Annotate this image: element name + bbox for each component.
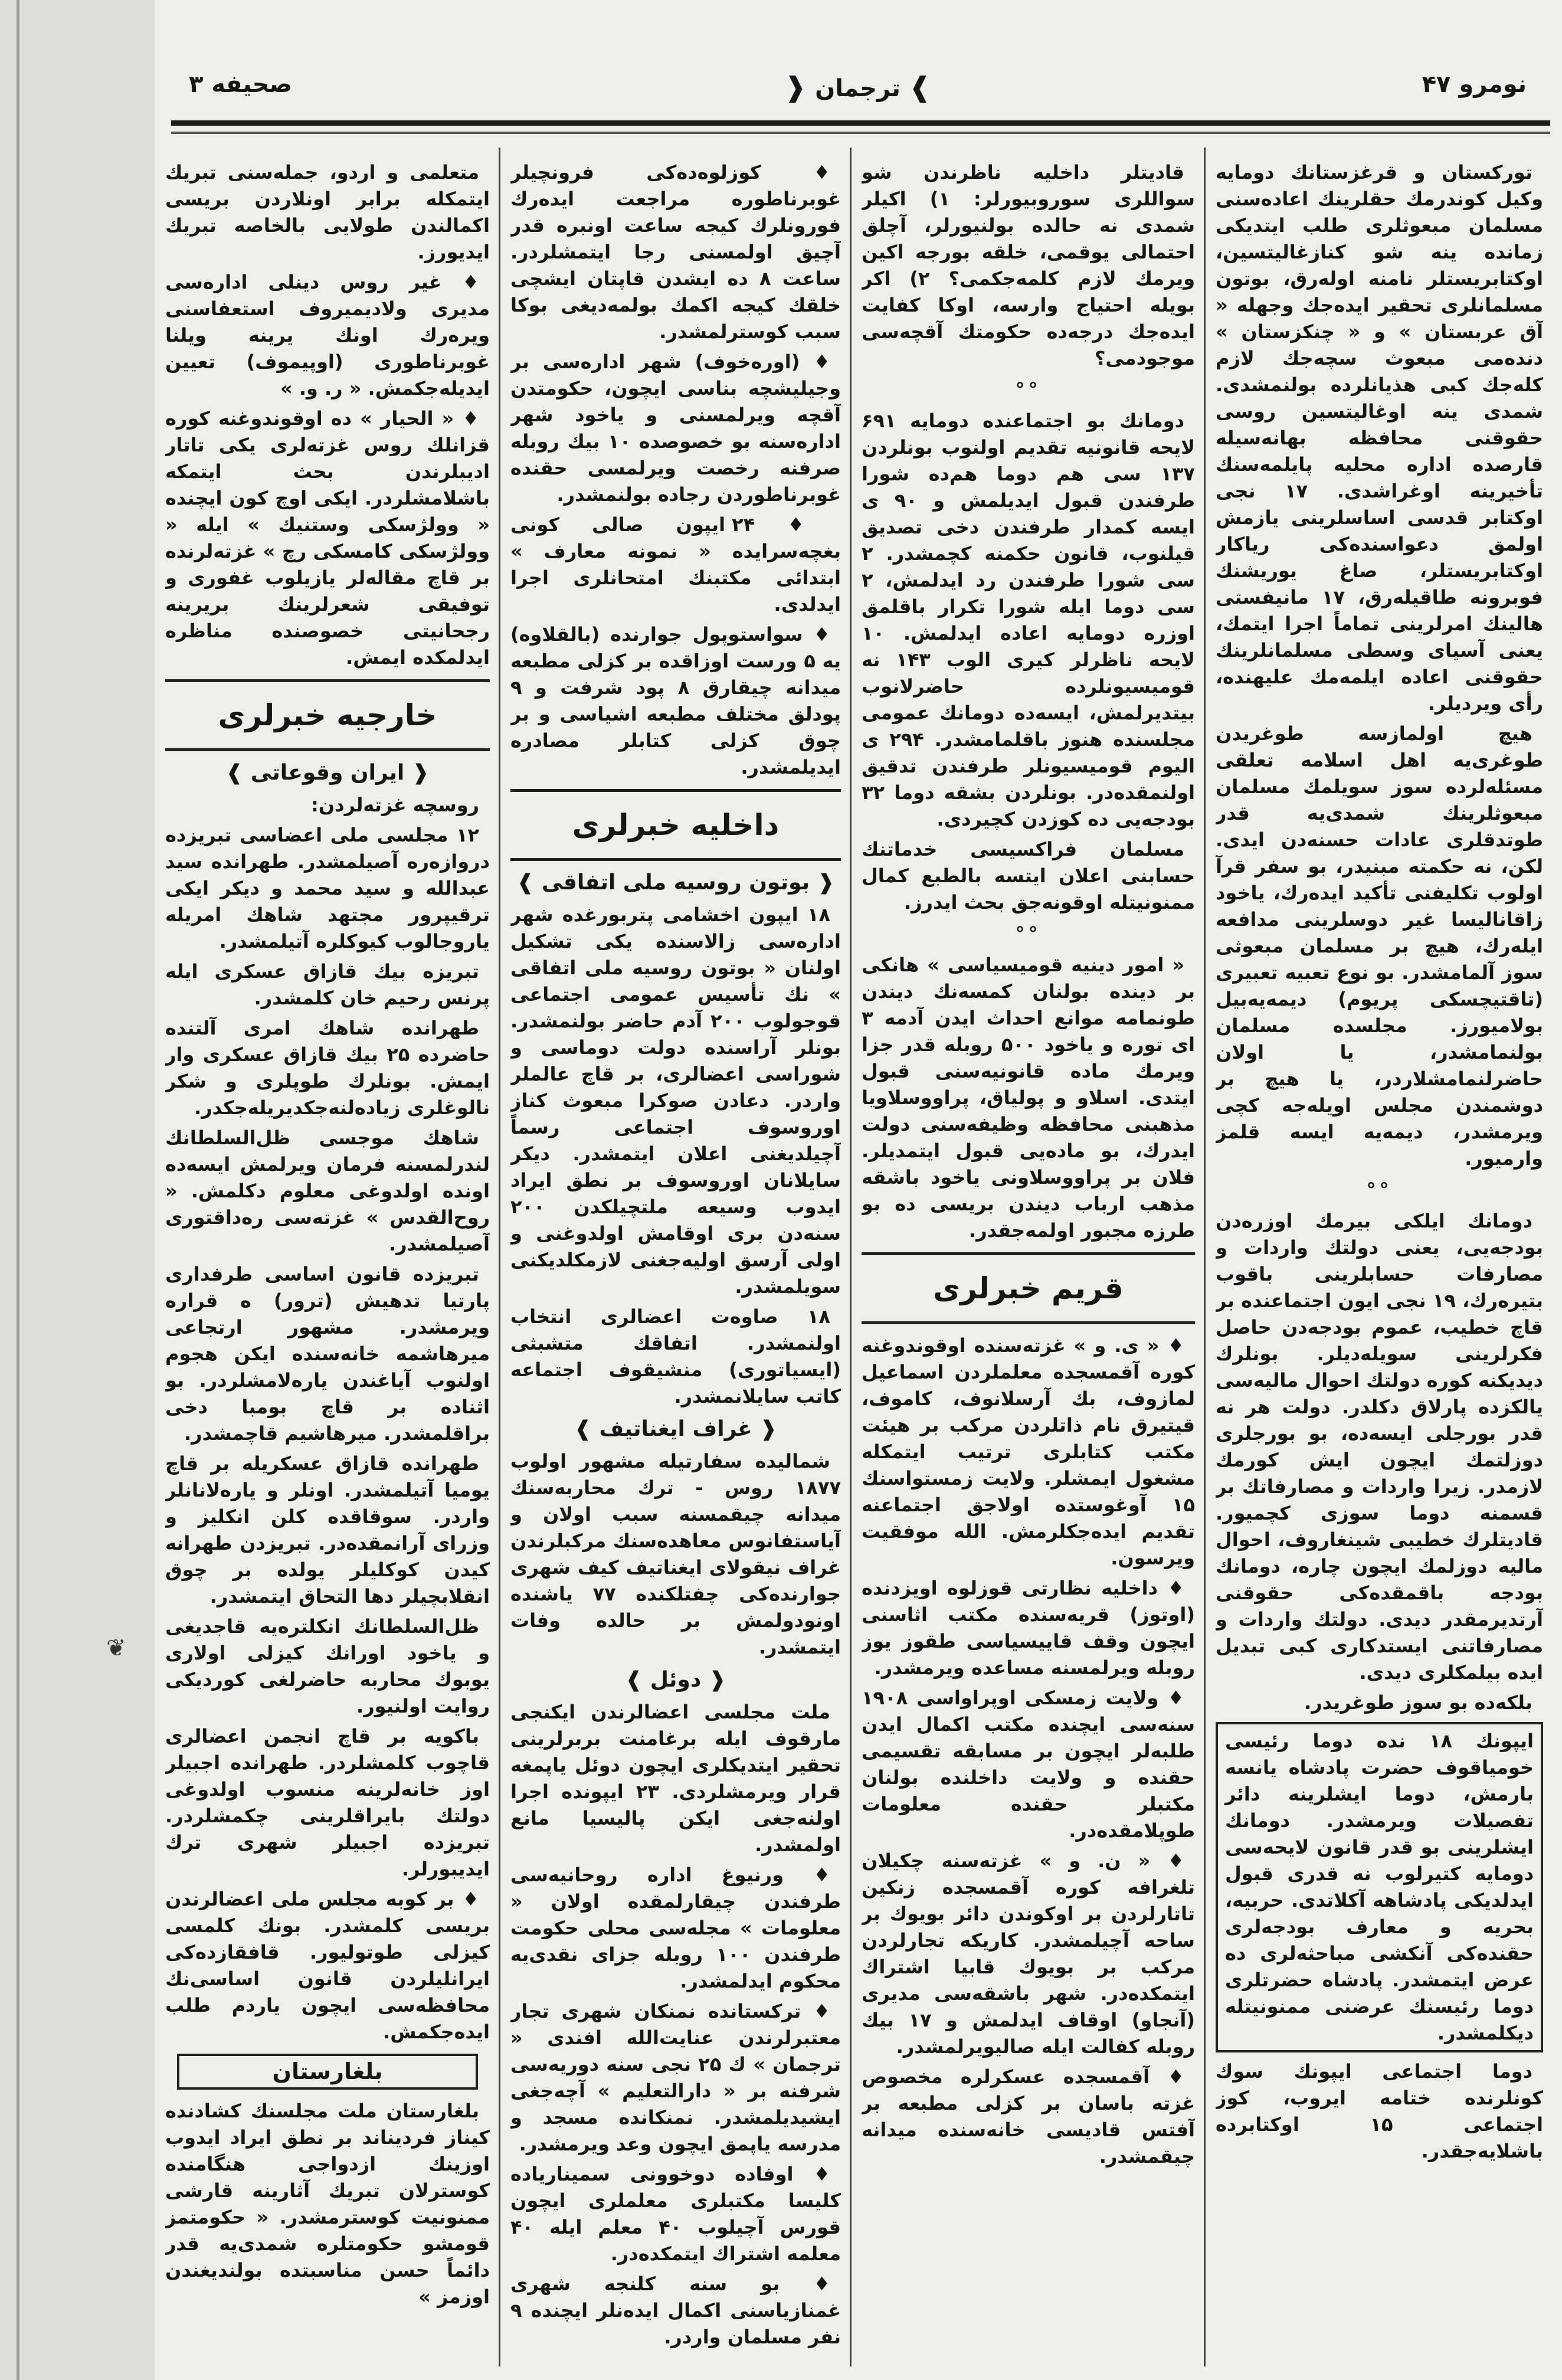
paragraph: ♦ « ن. و » غزته‌سنه چکیلان تلغرافه کوره آقمسجده زنکین تاتارلردن بر اوکوندن دائر بویوك بر ساحه آچیلمشدر. کاریکه تجارلردن مرکب بر بویوك قابیا اشتراك ایتمکده‌در. شهر باشقه‌سی مدیری (آنجاو) اوقاف ایدلمش و ۱۷ بیك روبله کفالت ایله صالیویرلمشدر. — [862, 1849, 1195, 2058]
issue-number: نومرو ۴۷ — [1422, 71, 1527, 98]
paragraph: ♦ « الحیار » ده اوقوندوغنه کوره قزانلك روس غزته‌لری یکی تاتار ادیبلرندن بحث ایتمکه باشلامشلردر. ایکی اوچ کون ایچنده « وولژسکی وستنیك » ایله « وولژسکی کامسکی رچ » غزته‌لرنده بر قاچ مقاله‌لر یازیلوب غفوری و توفیقی شعرلرینك بریرینه رجحانیتی خصوصنده مناظره ایدلمکده ایمش. — [165, 407, 490, 669]
section-heading: خارجیه خبرلری — [165, 679, 490, 751]
paragraph: تورکستان و قرغزستانك دومایه وکیل کوندرمك حقلرینك اعادەسنی مسلمان مبعوثلری طلب ایتدیکی زمانده ینه شو کنازغالیتسین، اوکتابریستلر نامنه اوله‌رق، بوتون مسلمانلری تحقیر ایده‌جك وجهله « آق عربستان » و « چنکزستان » دنده‌می مبعوث سچه‌جك لازم کله‌جك کبی هذیانلرده بولنمشدی. شمدی ینه اوغالیتسین روسی حقوقنی محافظه بهانه‌سیله قارصده اداره محلیه پایلمه‌سنك تأخیرینه اوغراشدی. ۱۷ نجی اوکتابر قدسی اساسلرینی یازمش اولمق دعواسنده‌کی ریاکار اوکتابریستلر، صاغ یوریشنك فوبرونه طاقیله‌رق، ۱۷ مانیفستی هالینك امرلرینی تماماً اجرا ایتمك، یعنی آسیای وسطی مسلمانلرینك حقوقنی اعاده ایلمه‌مك علیهنده، رأی ویردیلر. — [1216, 161, 1543, 715]
paragraph: طهرانده شاهك امری آلتنده حاضرده ۲۵ بیك قازاق عسکری وار ایمش. بونلرك طوپلری و شکر نالوغلری زیاده‌لنه‌جکدیریله‌جکدر. — [165, 1017, 490, 1119]
paragraph: ♦ اوفاده دوخوونی سمیناریاده کلیسا مکتبلری معلملری ایچون قورس آچیلوب ۴۰ معلم ایله ۴۰ معلمه اشتراك ایتمکده‌در. — [510, 2163, 841, 2265]
column-divider — [1204, 148, 1206, 2366]
paragraph: باکویه بر قاچ انجمن اعضالری قاچوب کلمشلردر. طهرانده اجبیلر اوز خانه‌لرینه منسوب اولدوغی دولتك بایراقلرینی چکمشلردر. تبریزده اجبیلر شهری ترك ایدیبورلر. — [165, 1725, 490, 1880]
paragraph: ♦ کوزلوه‌ده‌کی فرونچیلر غوبرناطوره مراجعت ایده‌رك فورونلرك کیجه ساعت اونبره قدر آچیق اولمسنی رجا ایتمشلردر. ساعت ۸ ده ایشدن قاپتان ایشچی خلقك کیجه اکمك بولمه‌دیغی بوکا سبب کوسترلمشدر. — [510, 161, 841, 343]
paragraph: ♦ ولایت زمسکی اوپراواسی ۱۹۰۸ سنه‌سی ایچنده مکتب اکمال ایدن طلبه‌لر ایچون بر مسابقه تقسیمی حقنده و ولایت داخلنده بولنان مکتبلر حقنده معلومات طوپلامقده‌در. — [862, 1687, 1195, 1842]
column-divider — [850, 148, 852, 2366]
paragraph: ♦ غیر روس دینلی اداره‌سی مدیری ولادیمیروف استعفاسنی ویره‌رك اونك یرینه ویلنا غوبرناطوری (اوپیموف) تعیین ایدیله‌جکمش. « ر. و. » — [165, 271, 490, 400]
paragraph: تبریزه بیك قازاق عسکری ایله پرنس رحیم خان کلمشدر. — [165, 960, 490, 1009]
paragraph: طهرانده قازاق عسکریله بر قاچ یومیا آتیلمشدر. اونلر و یاره‌لانانلر واردر. سوقاقده کلن انکلیز و وزرای آرانمقده‌در. تبریزدن طهرانه کیدن کوکلیلر یولده بر چوق انقلابچیلر دها التحاق ایتمشدر. — [165, 1452, 490, 1608]
paragraph: ظل‌السلطانك انکلتره‌یه قاجدیغی و یاخود اورانك کیزلی اولاری یوبوك محاربه حاضرلغی کوردیکی روایت اولنیور. — [165, 1615, 490, 1717]
column-3 — [510, 159, 841, 2366]
separator: °° — [1015, 922, 1042, 945]
column-1 — [1216, 159, 1543, 2366]
paragraph: روسچه غزته‌لردن: — [310, 794, 479, 816]
paragraph: ♦ « ی. و » غزته‌سنده اوقوندوغنه کوره آقمسجده معلملردن اسماعیل لمازوف، بك آرسلانوف، کاموف، قیتیرق نام ذاتلردن مرکب بر هیئت مکتب کتابلری ترتیب ایتمکله مشغول ایمشلر. ولایت زمستواسنك ۱۵ آوغوستده اولاجق اجتماعنه تقدیم ایده‌جکلرمش. الله موفقیت ویرسون. — [862, 1334, 1195, 1569]
section-heading: داخلیه خبرلری — [510, 789, 841, 861]
paragraph: ۱۸ ایپون اخشامی پتربورغده شهر اداره‌سی زالاسنده یکی تشکیل اولنان « بوتون روسیه ملی اتفاقی » نك تأسیس عمومی اجتماعی قوجولوب ۲۰۰ آدم حاضر بولنمشدر. بونلر آراسنده دولت دوماسی و شوراسی اعضالری، بر قاچ عالملر واردر. دعادن صوکرا مبعوث کناز اوروسوف اجتماعی رسماً آچیلدیغنی اعلان ایتمشدر. دیکر سایلانان اوروسوف بر نطق ایراد ایدوب وسیعه ملتچیلکدن ۲۰۰ سنه‌دن بری اوقامش اولدوغنی و اولی آرسق اولیه‌جغنی لازمکلدیکنی سویلمشدر. — [510, 903, 841, 1298]
paragraph: هیچ اولمازسه طوغریدن طوغری‌یه اهل اسلامه تعلقی مسئله‌لرده سوز سویلمك مسلمان مبعوثلرینك شمدی‌یه قدر طوتدقلری عادات حسنه‌دن ایدی. لکن، نه حکمته مبنیدر، بو سفر قرآ اولوب تکلیفنی تأکید ایده‌رك، یاخود زاقانالیسا غیر دوسلرینی مدافعه ایله‌رك، هیچ بر مسلمان مبعوثی سوز آلمامشدر. بو نوع تعبیه تعبیری (تاقتیچسکی پریوم) دیمه‌یه‌بیل بولامیورز. مجلسده مسلمان بولنمامشدر، یا اولان حاضرلنمامشلاردر، یا هیچ بر دوشمندن مجلس اویله‌جه کچی ویرمشدر، دیمه‌یه ایسه قلمز وارمیور. — [1216, 722, 1543, 1170]
paragraph: ♦ ورنیوغ اداره روحانیه‌سی طرفندن چیقارلمقده اولان « معلومات » مجله‌سی محلی حکومت طرفندن ۱۰۰ روبله جزای نقدی‌یه محکوم ایدلمشدر. — [510, 1864, 841, 1992]
subheading: ❰ ایران وقوعاتی ❱ — [165, 759, 490, 786]
paragraph: ♦ بر کوبه مجلس ملی اعضالرندن بریسی کلمشدر. بونك کلمسی کیزلی طوتولیور. قافقازده‌کی ایرانلیلردن قانون اساسی‌نك محافظه‌سی ایچون یاردم طلب ایده‌جکمش. — [165, 1888, 490, 2043]
paragraph: ۱۲ مجلسی ملی اعضاسی تبریزده دروازه‌ره آصیلمشدر. طهرانده سید عبدالله و سید محمد و دیکر ایکی ترقیپرور مجتهد شاهك امریله یاروجالوب کیوکلره آتیلمشدر. — [165, 824, 490, 952]
subheading: ❰ غراف ایغناتیف ❱ — [510, 1416, 841, 1442]
scan-margin — [0, 0, 155, 2380]
paragraph: بلکه‌ده بو سوز طوغریدر. — [1304, 1691, 1532, 1714]
paragraph: تبریزده قانون اساسی طرفداری پارتیا تدهیش (ترور) ه قراره ویرمشدر. مشهور ارتجاعی میرهاشمه خانه‌سنده ایکن هجوم اولنوب آیاغندن یاره‌لامشلردر. بو اثناده بر قاچ بومبا دخی براقلمشدر. میرهاشیم قاچمشدر. — [165, 1263, 490, 1445]
paragraph: ملت مجلسی اعضالرندن ایکنجی مارقوف ایله برغامنت بربرلرینی تحقیر ایتدیکلری ایچون دوئل یاپمغه قرار ویرمشلردی. ۲۳ ایپونده اجرا اولنه‌جغی ایکن پالیسیا مانع اولمشدر. — [510, 1701, 841, 1856]
header-rule — [171, 120, 1550, 134]
paragraph: دومانك ایلکی بیرمك اوزره‌دن بودجه‌یی، یعنی دولتك واردات و مصارفات حسابلرینی باقوب بتیره‌رك، ۱۹ نجی ایون اجتماعنده بر قاچ خطیب، عموم بودجه‌دن حاصل فکرلرینی سویله‌دیلر. بونلرك دیدیکنه کوره دولتك احوال مالیه‌سی یالکزده پارلاق دکلدر. دولت هر نه قدر بورجلی ایسه‌ده، بو بورجلری دوزلتمك ایچون ایش کورمك لازمدر. زیرا واردات و مصارفاتك بر قسمنه دوما سوزی کچمیور. قادیتلرك خطیبی شینغاروف، احوال مالیه دوزلمك ایچون چاره، دومانك بودجه باقمقده‌کی حقوقنی آرتدیرمقدر دیدی. دولتك واردات و مصارفاتنی ایستدکاری کبی تبدیل ایده بیلمکلری دیدی. — [1216, 1210, 1543, 1684]
separator: °° — [1015, 378, 1042, 401]
paragraph: ♦ داخلیه نظارتی قوزلوه اویزدنده (اوتوز) قریه‌سنده مکتب اثاسنی ایچون وقف قاییسیاسی طقوز یوز روبله ویرلمسنه مساعده ویرمشدر. — [862, 1577, 1195, 1679]
page-number: صحیفه ۳ — [189, 71, 293, 98]
printer-ornament-icon: ❦ — [106, 1635, 126, 1662]
paragraph: ♦ ۲۴ ایپون صالی کونی بغچه‌سرایده « نمونه معارف » ابتدائی مکتبنك امتحانلری اجرا ایدلدی. — [510, 513, 841, 616]
newspaper-title: ترجمان — [815, 75, 900, 102]
subheading: ❰ بوتون روسیه ملی اتفاقی ❱ — [510, 869, 841, 896]
paragraph: بلغارستان ملت مجلسنك کشادنده کیناز فردیناند بر نطق ایراد ایدوب اوزینك ازدواجی هنگامنده کوسترلان تبریك آثارینه قارشی ممنونیت کوسترمشدر. « حکومتمز قومشو حکومتلره شمدی‌یه قدر دائماً حسن مناسبتده بولندیغندن اوزمز » — [165, 2100, 490, 2308]
paragraph: دومانك بو اجتماعنده دومایه ۶۹۱ لایحه قانونیه تقدیم اولنوب بونلردن ۱۳۷ سی هم دوما هم‌ده شورا طرفندن قبول ایدیلمش و ۹۰ ی ایسه کمدار طرفندن دخی تصدیق قیلنوب، قانون حکمنه کچمشدر. ۲ سی شورا طرفندن رد ایدلمش، ۲ سی دوما ایله شورا تکرار باقلمق اوزره دومایه اعاده ایدلمش. ۱۰ لایحه ناظرلر کیری الوب ۱۴۳ نه قومیسیونلرده حاضرلانوب بیتدیرلمش، ایسه‌ده دومانك عمومی مجلسنده هنوز باقلمامشدر. ۲۹۴ ی الیوم قومیسیونلر طرفندن تدقیق اولنمقده‌در. بونلردن بشقه دوما ۳۲ بودجه‌یی ده کوزدن کچیردی. — [862, 410, 1195, 830]
paragraph: دوما اجتماعی ایپونك سوك کونلرنده ختامه ایروب، کوز اجتماعی ۱۵ اوکتابرده باشلایه‌جقدر. — [1216, 2060, 1543, 2162]
paragraph: متعلمی و اردو، جمله‌سنی تبریك ایتمکله برابر اونلاردن بریسی اکمالندن طولایی بالخاصه تبریك ایدیورز. — [165, 161, 490, 263]
paragraph: ♦ ترکستانده نمنکان شهری تجار معتبرلرندن عنایت‌الله افندی « ترجمان » ك ۲۵ نجی سنه دوریه‌سی شرفنه بر « دارالتعلیم » آچه‌جغی ایشیدیلمشدر. نمنکانده مسجد و مدرسه یاپمق ایچون وعد ویرمشدر. — [510, 2000, 841, 2155]
boxed-heading: بلغارستان — [177, 2054, 478, 2090]
paragraph: قادیتلر داخلیه ناظرندن شو سواللری سوروبیورلر: ۱) اکیلر شمدی نه حالده بولنیورلر، آچلق احتمالی یوقمی، خلقه بورجه اکین ویرمك لازم کلمه‌جکمی؟ ۲) اکر بویله احتیاج وارسه، اوکا کفایت ایده‌جك درجه‌ده حکومتك آقچه‌سی موجودمی؟ — [862, 161, 1195, 369]
paragraph: مسلمان فراکسیسی خدماتنك حسابنی اعلان ایتسه بالطبع کمال ممنونیتله اوقونه‌جق بحث ایدرز. — [862, 838, 1195, 914]
paragraph: شاهك موجسی ظل‌السلطانك لندرلمسنه فرمان ویرلمش ایسه‌ده اونده اولدوغی معلوم دکلمش. « روح‌القدس » غزته‌سی ره‌داقتوری آصیلمشدر. — [165, 1127, 490, 1255]
subheading: ❰ دوئل ❱ — [510, 1667, 841, 1693]
paragraph: ♦ بو سنه کلنجه شهری غمنازیاسنی اکمال ایده‌نلر ایچنده ۹ نفر مسلمان واردر. — [510, 2273, 841, 2348]
section-heading: قریم خبرلری — [862, 1252, 1195, 1324]
paragraph: ♦ (اوره‌خوف) شهر اداره‌سی بر وجیلیشچه بناسی ایچون، حکومتدن آقچه ویرلمسنی و یاخود شهر اداره‌سنه بو خصوصده ۱۰ بیك روبله صرفنه رخصت ویرلمسی حقنده غوبرناطوردن رجاده بولنمشدر. — [510, 351, 841, 506]
bracket-left-icon: ❰ — [784, 71, 807, 103]
paragraph: ♦ آقمسجده عسکرلره مخصوص غزته باسان بر کزلی مطبعه بر آفتس قادیسی خانه‌سنده میدانه چیقمشدر. — [862, 2065, 1195, 2168]
paragraph: ۱۸ صاوەت اعضالری انتخاب اولنمشدر. اتفاقك متشبثی (ایسیاتوری) منشیقوف اجتماعه کاتب سایلانمشدر. — [510, 1305, 841, 1407]
paragraph: ♦ سواستوپول جوارنده (بالقلاوه) یه ۵ ورست اوزاقده بر کزلی مطبعه میدانه چیقارق ۸ پود شرفت و ۹ پودلق مختلف مطبعه اشیاسی و بر چوق کزلی کتابلر مصادره ایدیلمشدر. — [510, 623, 841, 778]
boxed-paragraph: ایپونك ۱۸ نده دوما رئیسی خومیاقوف حضرت پادشاه یانسه بارمش، دوما ایشلرینه دائر تفصیلات ویرمشدر. دومانك ایشلرینی بو قدر قانون لایحه‌سی دومایه کتیرلوب نه قدری قبول ایدلدیکی پادشاهه آکلاتدی. حربیه، بحریه و معارف بودجه‌لری حقنده‌کی آنکشی مباحثه‌لری ده عرض ایتمشدر. پادشاه حضرتلری دوما رئیسنك عرضنی ممنونیتله دیکلمشدر. — [1216, 1722, 1543, 2052]
bracket-right-icon: ❱ — [908, 71, 932, 103]
paragraph: شمالیده سفارتیله مشهور اولوب ۱۸۷۷ روس - ترك محاربه‌سنك میدانه چیقمسنه سبب اولان و آیاستفانوس معاهده‌سنك مرکبلرندن غراف نیقولای ایغناتیف کیف شهری جوارنده‌کی چفتلکنده ۷۷ یاشنده اونودولمش بر حالده وفات ایتمشدر. — [510, 1450, 841, 1658]
column-2 — [862, 159, 1195, 2366]
column-4 — [165, 159, 490, 2366]
column-divider — [499, 148, 500, 2366]
page-edge-line — [17, 0, 19, 2380]
paragraph: « امور دینیه قومیسیاسی » هانکی بر دینده بولنان کمسه‌نك دیندن طونمامه موانع احداث ایدن آدمه ۳ ای توره و یاخود ۵۰۰ روبله قدر جزا ویرمك ماده قانونیه‌سنی قبول ایتدی. اسلاو و پولیاق، پراووسلاویا مذهبنی محافظه وظیفه‌سنی دولت ایدرك، بو ماده‌یی قبول ایتمدیلر. فلان بر پراووسلاونی یاخود باشقه مذهب ارباب دیندن بریسی ده بو طرزه مجبور اولمه‌جقدر. — [862, 954, 1195, 1242]
separator: °° — [1366, 1178, 1393, 1201]
